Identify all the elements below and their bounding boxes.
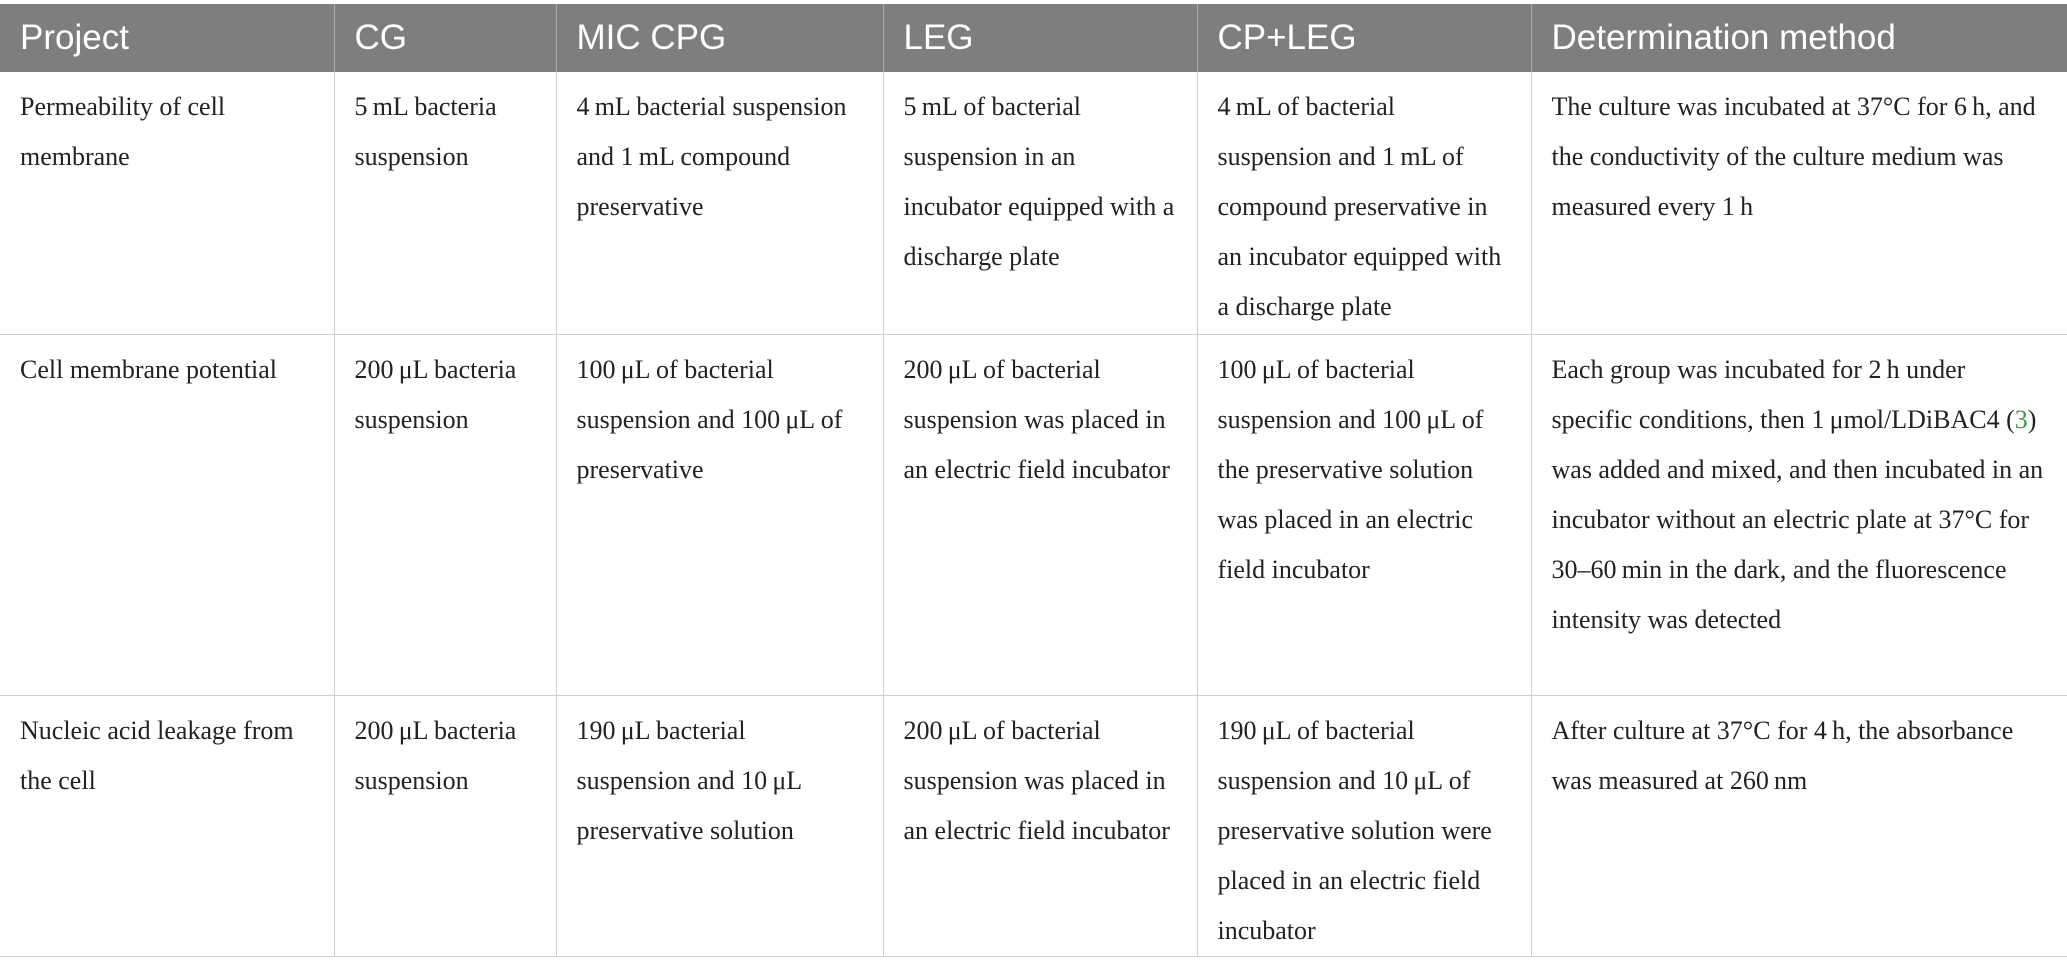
reference-link[interactable]: 3 [2014, 404, 2028, 434]
header-row [0, 4, 2067, 72]
header-cp-leg: CP+LEG [1197, 4, 1531, 72]
table-body [0, 72, 2067, 956]
cell-cp-leg: 190 μL of bacterial suspension and 10 μL of preservative solution were placed in an electric field incubator [1197, 695, 1531, 956]
cell-cg: 200 μL bacteria suspension [334, 695, 556, 956]
cell-method: The culture was incubated at 37°C for 6 h, and the conductivity of the culture medium was measured every 1 h [1531, 72, 2067, 334]
experiment-design-table [0, 4, 2067, 957]
cell-project: Nucleic acid leakage from the cell [0, 695, 334, 956]
cell-method: After culture at 37°C for 4 h, the absorbance was measured at 260 nm [1531, 695, 2067, 956]
cell-leg: 5 mL of bacterial suspension in an incubator equipped with a discharge plate [883, 72, 1197, 334]
header-determination-method: Determination method [1531, 4, 2067, 72]
method-text-after: ) was added and mixed, and then incubated in an incubator without an electric plate at 37°C for 30–60 min in the dark, and the fluorescence intensity was detected [1551, 404, 2044, 634]
header-mic-cpg: MIC CPG [556, 4, 883, 72]
cell-cp-leg: 4 mL of bacterial suspension and 1 mL of compound preservative in an incubator equipped with a discharge plate [1197, 72, 1531, 334]
cell-cg: 200 μL bacteria suspension [334, 334, 556, 695]
cell-project: Permeability of cell membrane [0, 72, 334, 334]
header-project: Project [0, 4, 334, 72]
cell-mic-cpg: 4 mL bacterial suspension and 1 mL compound preservative [556, 72, 883, 334]
method-text-before: Each group was incubated for 2 h under specific conditions, then 1 μmol/LDiBAC4 ( [1551, 354, 2015, 434]
cell-project: Cell membrane potential [0, 334, 334, 695]
cell-cp-leg: 100 μL of bacterial suspension and 100 μL of the preservative solution was placed in an electric field incubator [1197, 334, 1531, 695]
table-header [0, 4, 2067, 72]
table-row [0, 334, 2067, 695]
cell-leg: 200 μL of bacterial suspension was placed in an electric field incubator [883, 695, 1197, 956]
cell-method [1531, 334, 2067, 695]
header-cg: CG [334, 4, 556, 72]
table-row [0, 695, 2067, 956]
cell-mic-cpg: 190 μL bacterial suspension and 10 μL preservative solution [556, 695, 883, 956]
header-leg: LEG [883, 4, 1197, 72]
table-row [0, 72, 2067, 334]
cell-leg: 200 μL of bacterial suspension was placed in an electric field incubator [883, 334, 1197, 695]
cell-cg: 5 mL bacteria suspension [334, 72, 556, 334]
cell-mic-cpg: 100 μL of bacterial suspension and 100 μL of preservative [556, 334, 883, 695]
